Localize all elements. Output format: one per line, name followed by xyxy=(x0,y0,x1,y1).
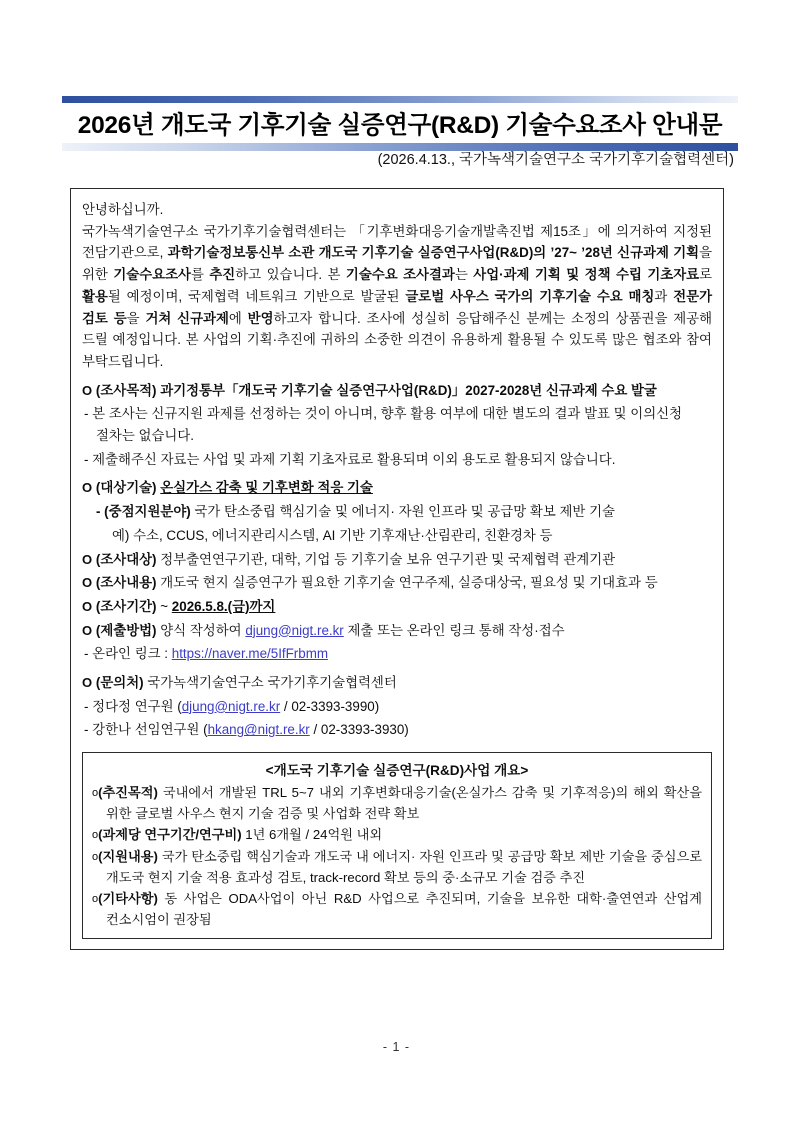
page-title: 2026년 개도국 기후기술 실증연구(R&D) 기술수요조사 안내문 xyxy=(77,112,723,139)
greeting-line: 안녕하십니까. xyxy=(82,202,164,217)
bullet-marker: O xyxy=(82,598,93,614)
survey-deadline: 2026.5.8.(금)까지 xyxy=(171,598,276,614)
contact-person-2-suffix: / 02-3393-3930) xyxy=(309,722,409,738)
document-subtitle: (2026.4.13., 국가녹색기술연구소 국가기후기술협력센터) xyxy=(377,152,734,168)
bullet-marker: o xyxy=(92,787,99,800)
section-target-tech-label: (대상기술) xyxy=(95,480,157,496)
summary-item-0-body: 국내에서 개발된 TRL 5~7 내외 기후변화대응기술(온실가스 감축 및 기후적응)의 해외 확산을 위한 글로벌 사우스 현지 기술 검증 및 사업화 전략 확보 xyxy=(106,785,702,822)
intro-seg-7: 하고 있습니다. 본 xyxy=(235,267,346,283)
program-summary-title: <개도국 기후기술 실증연구(R&D)사업 개요> xyxy=(265,763,529,779)
bullet-marker: o xyxy=(92,829,99,842)
contact-person-2-prefix: - 강한나 선임연구원 ( xyxy=(84,722,208,738)
title-block xyxy=(62,96,738,151)
section-submission xyxy=(82,620,712,642)
contact-person-2 xyxy=(82,719,712,741)
bullet-marker: O xyxy=(82,551,93,567)
intro-seg-13: 될 예정이며, 국제협력 네트워크 기반으로 발굴된 xyxy=(107,288,406,304)
online-link-label: - 온라인 링크 : xyxy=(84,646,172,662)
section-survey-content-body: 개도국 현지 실증연구가 필요한 기후기술 연구주제, 실증대상국, 필요성 및 기대효과 등 xyxy=(156,575,658,591)
main-content-box xyxy=(70,188,724,950)
program-summary-box xyxy=(82,752,712,939)
section-survey-period-label: (조사기간) xyxy=(95,598,157,614)
intro-seg-17: 을 xyxy=(126,310,146,326)
contact-person-2-email[interactable]: hkang@nigt.re.kr xyxy=(207,722,310,738)
summary-item-3 xyxy=(92,888,702,930)
bullet-marker: O xyxy=(82,675,93,691)
page-number: - 1 - xyxy=(382,1040,411,1054)
summary-item-1-label: (과제당 연구기간/연구비) xyxy=(98,827,242,843)
section-survey-content xyxy=(82,572,712,594)
purpose-bullet-2: - 제출해주신 자료는 사업 및 과제 기획 기초자료로 활용되며 이외 용도로 활용되지 않습니다. xyxy=(84,451,616,467)
intro-seg-21: 하고자 합니다. 조사에 성실히 응답해주신 분께는 소정의 상품권을 제공해 드릴 예정입니다. 본 사업의 기획·추진에 귀하의 소중한 의견이 유용하게 활용될 수 있도록 많은 협조와 참여 부탁드립니다. xyxy=(82,310,713,369)
purpose-bullet-1: - 본 조사는 신규지원 과제를 선정하는 것이 아니며, 향후 활용 여부에 대한 별도의 결과 발표 및 이의신청 절차는 없습니다. xyxy=(84,406,683,444)
section-survey-period-tilde: ~ xyxy=(156,598,172,614)
intro-seg-3: 을 위한 xyxy=(82,245,712,283)
contact-person-1-suffix: / 02-3393-3990) xyxy=(280,698,380,714)
target-tech-sub-body: 국가 탄소중립 핵심기술 및 에너지· 자원 인프라 및 공급망 확보 제반 기술 xyxy=(190,504,615,520)
section-target-tech-body: 온실가스 감축 및 기후변화 적응 기술 xyxy=(160,480,373,496)
target-tech-sub-label: - (중점지원분야) xyxy=(96,504,191,520)
section-submission-label: (제출방법) xyxy=(95,622,157,638)
summary-item-3-label: (기타사항) xyxy=(98,890,158,906)
section-purpose xyxy=(82,380,712,402)
summary-item-2-body: 국가 탄소중립 핵심기술과 개도국 내 에너지· 자원 인프라 및 공급망 확보 제반 기술을 중심으로 개도국 현지 기술 적용 효과성 검토, track-record 확보 등의 중·소규모 기술 검증 추진 xyxy=(106,848,702,885)
section-survey-target xyxy=(82,549,712,571)
intro-seg-9: 는 xyxy=(454,267,474,283)
target-tech-subitem xyxy=(82,501,712,523)
section-submission-body-pre: 양식 작성하여 xyxy=(156,622,246,638)
section-survey-target-label: (조사대상) xyxy=(95,551,157,567)
section-submission-body-post: 제출 또는 온라인 링크 통해 작성·접수 xyxy=(343,622,565,638)
contact-person-1 xyxy=(82,696,712,718)
intro-seg-1: 국가녹색기술연구소 국가기후기술협력센터는 「기후변화대응기술개발촉진법 제15조」에 의거하여 지정된 전담기관으로, xyxy=(82,223,712,261)
intro-seg-18: 거쳐 신규과제 xyxy=(145,310,229,326)
submission-email-link[interactable]: djung@nigt.re.kr xyxy=(245,622,344,638)
summary-item-1 xyxy=(92,824,702,845)
intro-seg-15: 과 xyxy=(654,288,674,304)
contact-person-1-email[interactable]: djung@nigt.re.kr xyxy=(181,698,281,714)
intro-seg-16: 전문가 검토 등 xyxy=(82,288,713,326)
summary-item-1-body: 1년 6개월 / 24억원 내외 xyxy=(241,827,383,843)
intro-seg-4: 기술수요조사 xyxy=(113,267,191,283)
summary-item-3-body: 동 사업은 ODA사업이 아닌 R&D 사업으로 추진되며, 기술을 보유한 대학·출연연과 산업계 컨소시엄이 권장됨 xyxy=(106,890,702,927)
summary-item-0 xyxy=(92,782,702,824)
section-contact xyxy=(82,672,712,694)
intro-seg-8: 기술수요 조사결과 xyxy=(345,267,455,283)
intro-seg-6b: 추진 xyxy=(209,267,236,283)
intro-seg-14: 글로벌 사우스 국가의 기후기술 수요 매칭 xyxy=(405,288,655,304)
bullet-marker: O xyxy=(82,575,93,591)
intro-seg-5: 를 xyxy=(190,267,210,283)
intro-seg-20: 반영 xyxy=(247,310,274,326)
summary-item-2 xyxy=(92,846,702,888)
section-target-tech xyxy=(82,477,712,499)
target-tech-example: 예) 수소, CCUS, 에너지관리시스템, AI 기반 기후재난·산림관리, 친환경차 등 xyxy=(112,527,553,543)
summary-item-2-label: (지원내용) xyxy=(98,848,158,864)
bullet-marker: o xyxy=(92,850,99,863)
section-purpose-body: 과기정통부「개도국 기후기술 실증연구사업(R&D)」2027-2028년 신규과제 수요 발굴 xyxy=(160,382,657,398)
intro-seg-12: 활용 xyxy=(82,288,108,304)
bullet-marker: O xyxy=(82,622,93,638)
section-contact-body: 국가녹색기술연구소 국가기후기술협력센터 xyxy=(143,675,397,691)
section-survey-content-label: (조사내용) xyxy=(95,575,157,591)
bullet-marker: O xyxy=(82,382,93,398)
summary-item-0-label: (추진목적) xyxy=(98,785,158,801)
intro-paragraph xyxy=(82,221,712,373)
intro-seg-2: 과학기술정보통신부 소관 개도국 기후기술 실증연구사업(R&D)의 ’27~ ’28년 신규과제 기획 xyxy=(167,245,700,261)
intro-seg-19: 에 xyxy=(228,310,248,326)
online-survey-link[interactable]: https://naver.me/5IfFrbmm xyxy=(171,646,329,662)
bullet-marker: o xyxy=(92,892,99,905)
section-contact-label: (문의처) xyxy=(95,675,144,691)
section-survey-target-body: 정부출연연구기관, 대학, 기업 등 기후기술 보유 연구기관 및 국제협력 관계기관 xyxy=(156,551,616,567)
online-link-line xyxy=(82,643,712,665)
intro-seg-10: 사업·과제 기획 및 정책 수립 기초자료 xyxy=(473,267,700,283)
section-survey-period xyxy=(82,596,712,618)
contact-person-1-prefix: - 정다정 연구원 ( xyxy=(84,698,182,714)
title-rule-top xyxy=(62,96,738,103)
section-purpose-label: (조사목적) xyxy=(95,382,157,398)
bullet-marker: O xyxy=(82,480,93,496)
intro-seg-11: 로 xyxy=(699,267,713,283)
